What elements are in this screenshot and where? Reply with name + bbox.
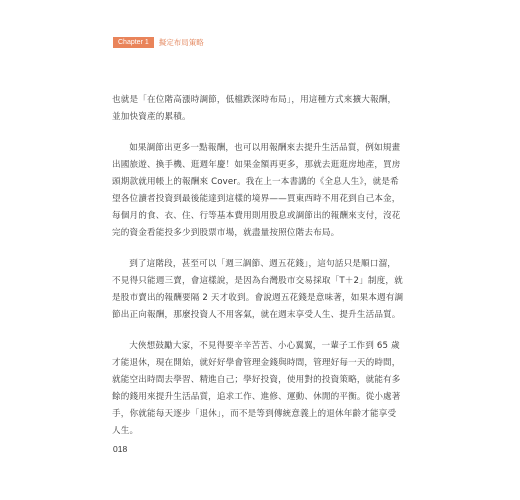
paragraph-1: 也就是「在位階高漲時調節，低檔跌深時布局」，用這種方式來擴大報酬，並加快資產的累積。	[112, 95, 397, 122]
paragraph-2: 如果調節出更多一點報酬，也可以用報酬來去提升生活品質，例如規畫出國旅遊、換手機、逛週年慶！如果金額再更多，那就去逛逛房地產，買房頭期款就用帳上的報酬來 Cover。我在上一本書講的《全息人生》，就是希望各位讀者投資到最後能達到這樣的境界——買東西時不用花到自己本金，每個月的食、衣、住、行等基本費用則用股息或調節出的報酬來支付，沒花完的資金看能投多少到股票市場，就盡量按照位階去布局。	[112, 143, 401, 238]
paragraph-3: 到了這階段，甚至可以「週三調節、週五花錢」，這句話只是順口溜，不見得只能週三賣，會這樣說，是因為台灣股市交易採取「T＋2」制度，就是股市賣出的報酬要隔 2 天才收到。會說週五花錢是意味著，如果本週有調節出正向報酬，那麼投資人不用客氣，就在週末享受人生、提升生活品質。	[112, 259, 404, 320]
running-header	[113, 36, 204, 48]
page-number: 018	[113, 444, 128, 454]
chapter-title: 擬定布局策略	[158, 37, 204, 47]
chapter-badge: Chapter 1	[113, 37, 154, 48]
paragraph-4: 大俠想鼓勵大家，不見得要辛辛苦苦、小心翼翼，一輩子工作到 65 歲才能退休，現在開始，就好好學會管理金錢與時間，管理好每一天的時間，就能空出時間去學習、精進自己；學好投資，使用對的投資策略，就能有多餘的錢用來提升生活品質，追求工作、進修、運動、休閒的平衡。從小處著手，你就能每天逐步「退休」，而不是等到傳統意義上的退休年齡才能享受人生。	[112, 341, 401, 436]
page-body	[112, 92, 404, 454]
